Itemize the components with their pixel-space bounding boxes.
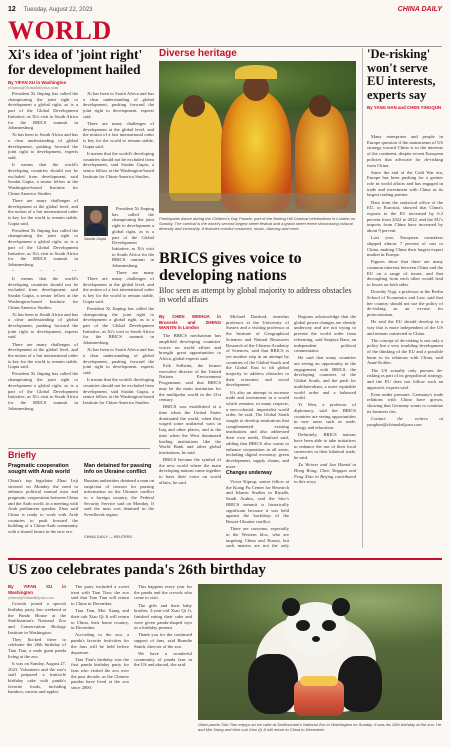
derisking-paragraph: The concept of de-risking is not only a policy but a very troubling development of the thinking of the EU and a possible harm to its relations with China, said Anne Kohler. [367, 337, 443, 366]
zoo-paragraph: Tian Tian's birthday was the first panda birthday party for fans who visited the zoo over the past decade, as the Chinese pandas have lived at the zoo since 2000. [71, 656, 129, 691]
zoo-article [8, 562, 442, 742]
zoo-paragraph: The party included a sweet treat with Tian Tian; the zoo said that Tian Tian will return to China in December. [71, 584, 129, 607]
zoo-paragraph: The gifts and their baby brother, 3-year-old Xiao Qi Ji, finished eating their cake and were given panda-shaped toys as a birthday present. [134, 602, 192, 631]
brics-paragraph: BRICS was established at a time when the United States dominated the world, when they waged some unilateral wars in Iraq and other places, and at the time when the West dominated leading institutions like the World Bank and other global institutions, he said. [159, 404, 221, 455]
xi-byline: By YIFAN XU in Washington [8, 80, 67, 86]
xi-paragraph: President Xi Jinping has called the championing the joint right to development a global right, as is a part of the Global Development Initiative, as Xi's visit to South Africa for the BRICS summit in Johannesburg. [8, 91, 78, 131]
xi-paragraph: There are many challenges of development at the global level, and the notion of a fair international order is key for the world to remain stable, Gupta said. [8, 197, 78, 226]
brief-item [84, 463, 154, 539]
xi-column-4 [83, 276, 154, 426]
derisking-paragraph: The US actually only pursues de-risking as part of its geopolitical strategy, and the EU does not follow such an approach, experts said. [367, 367, 443, 390]
zoo-paragraph: Thank you for the continued support of fans, said Brandie Smith, director of the zoo. [134, 632, 192, 649]
paper-name: CHINA DAILY [397, 6, 442, 13]
derisking-body [367, 134, 443, 544]
brics-headline: BRICS gives voice to developing nations [159, 250, 302, 284]
derisking-paragraph: Figures show that there are many common interests between China and the EU on a range of issues, and that decoupling from each other would lead to losses on both sides. [367, 259, 443, 288]
brics-paragraph: There are concerns, especially in the Western bloc, who are targeting China and Russia, but such matters are not the only [226, 526, 289, 549]
xi-paragraph: There are many challenges of development at the global level, and the notion of a fair international order is key for the world to remain stable, Gupta said. [8, 341, 78, 370]
derisking-paragraph: Dorothy Vogt, a professor at the Berlin School of Economics and Law, said that her country should not use the policy of de-risking as an excuse for protectionism. [367, 289, 443, 318]
zoo-paragraph: According to the zoo, a panda's favorite festivities for the fans will be held before departure. [71, 632, 129, 655]
page-number: 12 [8, 6, 16, 13]
bottom-rule [8, 558, 442, 560]
brics-paragraph: The BRICS mechanism has amplified developing countries' voices on world affairs and brought great opportunities to Africa, global experts said. [159, 333, 221, 361]
xi-paragraph: President Xi Jinping has called the championing the joint right to development a global right, as is a part of the Global Development Initiative, as Xi's visit to South Africa for the BRICS summit in Johannesburg. [8, 371, 78, 411]
brics-paragraph: Definitely, BRICS nations have been able to take initiatives to enhance the use of their local currencies in their bilateral trade, he said. [294, 432, 356, 461]
mugshot-photo [84, 206, 108, 236]
xi-email: yifanxu@chinadailyusa.com [8, 85, 59, 91]
section-title: WORLD [8, 16, 112, 45]
zoo-paragraph: This happens every year for the panda and the crowds who come to visit. [134, 584, 192, 601]
heritage-caption: Participants dance during the Children's Day Parade, part of the Notting Hill Carnival celebrations in London on Sunday. The carnival is the world's second largest street festival and a grand street event showcasing cultural diversity and inclusivity. It features colorful costumes, music, dancing and more. [159, 216, 356, 231]
brics-column-1 [159, 314, 221, 550]
xi-paragraph: It means that the world's developing countries should not be excluded from development, said Saodat Gupta, a senior fellow at the Washington-based Institute for China-America Studies. [83, 150, 154, 179]
brics-paragraph: He said that many countries are seeing an opportunity in the engagement with BRICS, the developing countries of the Global South, and the push for multilateralism, a more equitable world order and a balanced world. [294, 355, 356, 401]
brief-title: Man detained for passing info on Ukraine conflict [84, 463, 152, 476]
xi-column-3 [8, 276, 78, 426]
derisking-contact: Contact the writers at yanghan@chinadailyusa.com [367, 415, 443, 427]
xi-paragraph: There are many challenges of development at the global level, and the notion of a fair international order is key for the world to remain stable, Gupta said. [83, 276, 154, 304]
xi-paragraph: Xi has been to South Africa and has a clear understanding of global development, pushing forward the joint right to development, experts said. [83, 91, 154, 119]
brief-body: China's top legislator Zhao Leji stressed on Monday the need to enhance political mutual trust and pragmatic cooperation between China and the Arab world, in a meeting with Arab parliament speaker. Zhao said China is ready to work with Arab countries to push forward the building of a China-Arab community with a shared future in the new era. [8, 477, 78, 535]
zoo-column-3 [134, 584, 192, 742]
brief-body: Russian authorities detained a man on suspicion of treason for passing information on the Ukraine conflict to a foreign country, the Federal Security Service said on Monday. It said the man was detained in the Sverdlovsk region. [84, 477, 154, 518]
xi-paragraph: It means that the world's developing countries should not be excluded from development, said Saodat Gupta, a senior fellow at the Washington-based Institute for China-America Studies. [8, 162, 78, 196]
brics-column-2 [226, 314, 289, 550]
panda-caption: Giant panda Tian Tian enjoys an ice cake at Smithsonian's National Zoo in Washington on Sunday. It was his 26th birthday at the zoo. He and Mei Xiang and their cub Xiao Qi Ji will return to China in December. [198, 722, 442, 732]
zoo-email: yifanxu@chinadailyusa.com [8, 595, 54, 601]
xi-paragraph: President Xi Jinping has called the championing the joint right to development a global right, as is a part of the Global Development Initiative, as Xi's visit to South Africa for the BRICS summit in Johannesburg. [83, 305, 154, 346]
briefly-heading: Briefly [8, 450, 37, 460]
brics-byline: By CHEN WEIHUA in Brussels and ZHENG WANYIN in London [159, 314, 221, 331]
column-divider [362, 48, 363, 548]
brics-contributors: Xu Weiwei and Jan Hamid in Hong Kong, Chen Yingqun and Feng Xiao in Beijing contributed to this story. [294, 462, 356, 485]
panda-photo [198, 584, 442, 720]
xi-column-2b [112, 206, 154, 276]
brief-source: CHINA DAILY — REUTERS [84, 534, 132, 539]
zoo-paragraph: Tian Tian, Mei Xiang and their cub Xiao Qi Ji will return to China, their home country, in December. [71, 608, 129, 631]
derisking-paragraph: Even under pressure, Germany's trade relations with China have grown, showing that Germany wants to continue its business ties. [367, 391, 443, 414]
brics-paragraph: Regions acknowledge that the global power changes are already underway and are not trying to prevent the world order from reforming, said Sanjaya Baru, an independent political commentator. [294, 314, 356, 354]
xi-paragraph: Xi has been to South Africa and has a clear understanding of global development, pushing forward the joint right to development, experts said. [83, 347, 154, 376]
heritage-heading: Diverse heritage [159, 48, 237, 59]
mugshot-caption: Saodat Gupta [84, 237, 107, 241]
briefly-rule [8, 448, 150, 449]
zoo-paragraph: We have a wonderful community of panda fans in the US and abroad, she said. [134, 650, 192, 668]
derisking-paragraph: Many enterprises and people in Europe question if the mainstream of US strategy toward China is in the interests of the continent, despite recent European policies that advocate for de-risking from China. [367, 134, 443, 168]
zoo-paragraph: Crowds joined a special birthday party last weekend at the Panda House at the Smithsonian's National Zoo and Conservation Biology Institute in Washington. [8, 601, 66, 635]
brics-subhead: Changes underway [226, 470, 272, 477]
issue-date: Tuesday, August 22, 2023 [23, 7, 93, 13]
derisking-byline: By YANG HAN and CHEN YINGQUN [367, 105, 442, 110]
xi-paragraph: President Xi Jinping has called the championing the joint right to development a global right, as is a part of the Global Development Initiative, as Xi's visit to South Africa for the BRICS summit in Johannesburg. [112, 206, 154, 269]
derisking-paragraph: Since the end of the Cold War era, Europe has been pushing for a greater role in world affairs and has engaged in trade and investment with China as its largest trading partner. [367, 169, 443, 198]
xi-paragraph: There are many challenges of development at the global level, and the notion of a fair international order is key for the world to remain stable, Gupta said. [83, 120, 154, 149]
xi-article [8, 48, 154, 453]
briefly-section [8, 450, 154, 560]
derisking-paragraph: Last year, European carmakers shipped almost 7 percent of cars to China, making China their largest export market in Europe. [367, 235, 443, 258]
xi-headline: Xi's idea of 'joint right' for development hailed [8, 47, 143, 77]
brics-paragraph: It's also an attempt to increase trade and investment in a world which remains, in many respects, a neo-colonial, imperialist world order, he said. The Global South sought to develop institutions that complemented existing institutions and also addressed their own needs, Dunford said, adding that BRICS also wants to enhance cooperation in all areas, including digital economy, green development, supply chains, and more. [226, 389, 289, 469]
derisking-paragraph: He said the EU should develop in a way that is more independent of the US and remain connected to China. [367, 319, 443, 336]
diverse-heritage [159, 48, 356, 248]
brics-deck: Bloc seen as attempt by global majority to address obstacles in world affairs [159, 286, 352, 304]
derisking-article [367, 48, 443, 553]
zoo-paragraph: It was on Sunday, August 27, 2023. Volunteers and the zoo's staff prepared a fruitsicle birthday cake with panda's favorite foods, including bamboo, carrots and apples. [8, 660, 66, 695]
xi-paragraph: It means that the world's developing countries should not be excluded from development, said Saodat Gupta, a senior fellow at the Washington-based Institute for China-America Studies. [8, 276, 78, 310]
derisking-headline: 'De-risking' won't serve EU interests, experts say [367, 47, 436, 102]
xi-column-1 [8, 91, 78, 271]
zoo-byline: By YIFAN XU in Washington [8, 584, 66, 595]
brief-item [8, 463, 78, 550]
xi-paragraph: Xi has been to South Africa and has a clear understanding of global development, pushing forward the joint right to development, experts said. [8, 311, 78, 340]
brics-paragraph: Erik Solheim, the former executive director of the United Nations Environment Programme, said that BRICS may be the main institution for the multipolar world in the 21st century. [159, 363, 221, 403]
xi-paragraph: President Xi Jinping has called the championing the joint right to development a global right, as is a part of the Global Development Initiative, as Xi's visit to South Africa for the BRICS summit in Johannesburg. [8, 227, 78, 267]
brics-paragraph: BRICS became the symbol of the new world where the main developing nations came together to have their voice on world affairs, he said. [159, 457, 221, 485]
zoo-column-2 [71, 584, 129, 742]
derisking-paragraph: Data from the statistical office of the EU, or Eurostat, showed that China's exports to the EU increased by 6.2 percent from 2022 to 2022, and the EU's imports from China have increased by about 9 percent. [367, 199, 443, 234]
brics-column-3 [294, 314, 356, 550]
xi-paragraph: It means that the world's developing countries should not be excluded from development, said Saodat Gupta, a senior fellow at the Washington-based Institute for China-America Studies. [83, 377, 154, 405]
brics-paragraph: Michael Dunford, emeritus professor at the University of Sussex and a visiting professor at the Institute of Geographical Sciences and Natural Resources Research of the Chinese Academy of Sciences, said that BRICS is yet another step in an attempt by countries of the Global South and the Global East to tilt global majority to address obstacles to their economic and social development. [226, 314, 289, 388]
brief-title: Pragmatic cooperation sought with Arab world [8, 463, 70, 476]
brics-article [159, 250, 356, 550]
xi-column-2 [83, 91, 154, 201]
xi-paragraph: There are many [116, 270, 154, 276]
zoo-paragraph: They flocked there to celebrate the 26th birthday of Tian Tian, a male giant panda living at the zoo. [8, 636, 66, 659]
brics-paragraph: Victor Kiprop, senior fellow at the Kiang Fu Center for Research and Islamic Studies in Riyadh, Saudi Arabia, said the bloc's BRICS summit is historically significant because it was held against the backdrop of the Russia-Ukraine conflict. [226, 479, 289, 524]
xi-paragraph: Xi has been to South Africa and has a clear understanding of global development, pushing forward the joint right to development, experts said. [8, 132, 78, 161]
xi-paragraph [8, 269, 78, 271]
zoo-column-1 [8, 584, 66, 742]
carnival-photo [159, 61, 356, 213]
zoo-headline: US zoo celebrates panda's 26th birthday [8, 562, 266, 578]
brics-paragraph: Yi Wen, a professor of diplomacy, said the BRICS countries are seeing opportunities in new areas such as trade, energy and education. [294, 402, 356, 431]
